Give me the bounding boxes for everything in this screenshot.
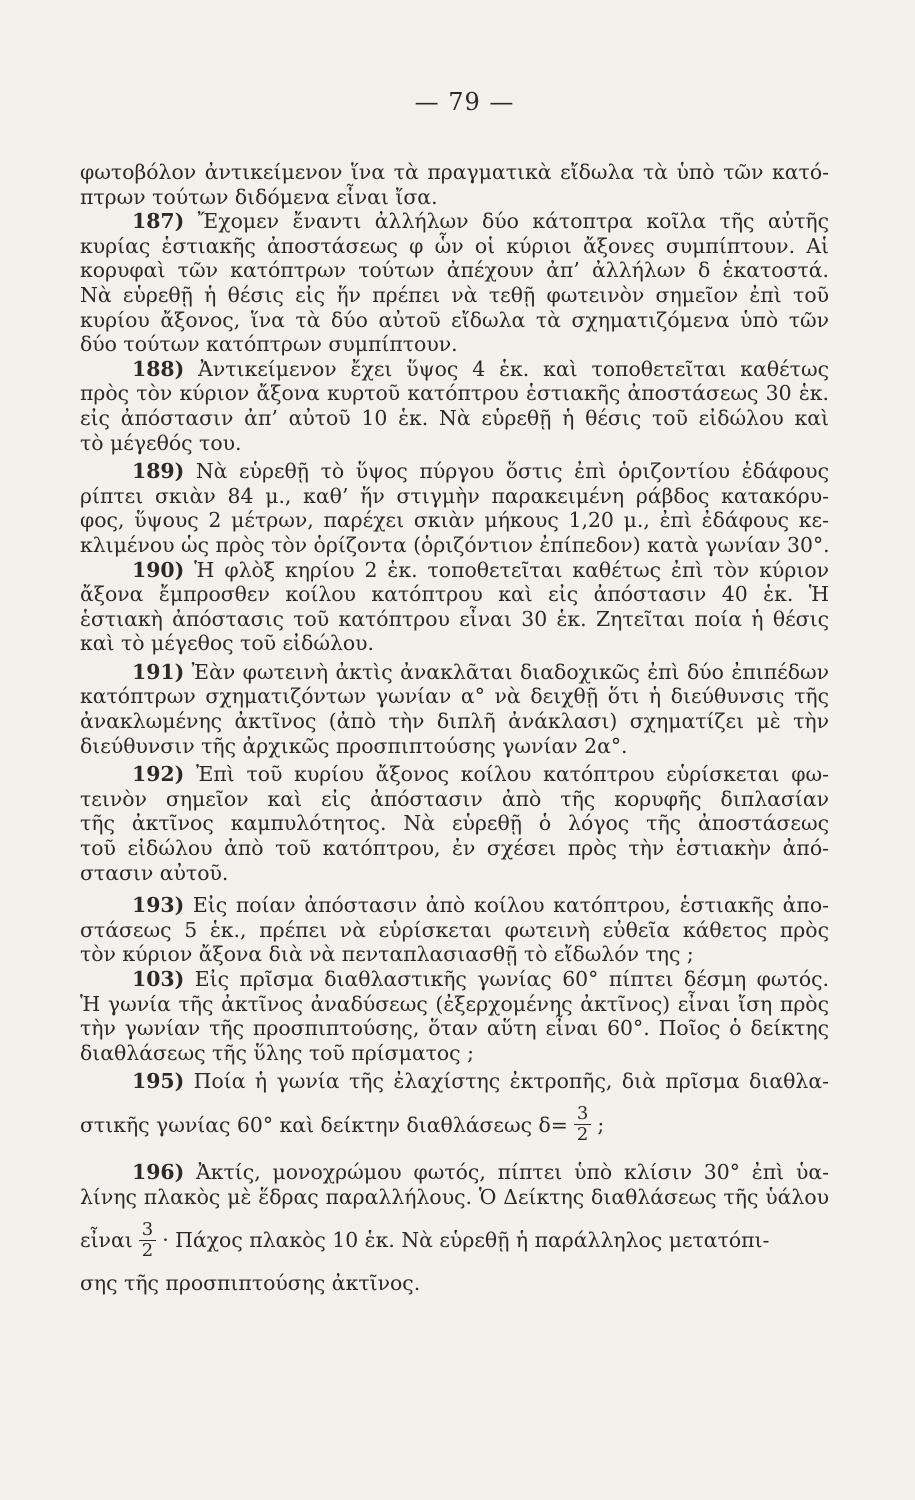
exercise-189: 189) Νὰ εὑρεθῇ τὸ ὕψος πύργου ὅστις ἐπὶ ὁριζοντίου ἐδάφους: [132, 459, 829, 484]
text-line: καὶ τὸ μέγεθος τοῦ εἰδώλου.: [80, 631, 375, 656]
text-line: στάσεως 5 ἑκ., πρέπει νὰ εὑρίσκεται φωτεινὴ εὐθεῖα κάθετος πρὸς: [80, 917, 829, 942]
text-line: τοῦ εἰδώλου ἀπὸ τοῦ κατόπτρου, ἐν σχέσει πρὸς τὴν ἑστιακὴν ἀπό-: [80, 836, 829, 861]
exercise-number: 196): [132, 1159, 185, 1184]
text-line: εἰς ἀπόστασιν ἀπ’ αὐτοῦ 10 ἑκ. Νὰ εὑρεθῇ ἡ θέσις τοῦ εἰδώλου καὶ: [80, 405, 829, 430]
text-line: σης τῆς προσπιπτούσης ἀκτῖνος.: [80, 1271, 421, 1296]
text-line: ἄξονα ἔμπροσθεν κοίλου κατόπτρου καὶ εἰς ἀπόστασιν 40 ἑκ. Ἡ: [80, 582, 829, 607]
text-line: φωτοβόλον ἀντικείμενον ἵνα τὰ πραγματικὰ εἴδωλα τὰ ὑπὸ τῶν κατό-: [80, 160, 829, 184]
exercise-193: 193) Εἰς ποίαν ἀπόστασιν ἀπὸ κοίλου κατόπτρου, ἑστιακῆς ἀπο-: [132, 893, 829, 918]
fraction: [139, 1220, 156, 1261]
text-line: στασιν αὐτοῦ.: [80, 860, 229, 885]
exercise-187: 187) Ἔχομεν ἔναντι ἀλλήλων δύο κάτοπτρα κοῖλα τῆς αὐτῆς: [132, 209, 829, 234]
text-line: φος, ὕψους 2 μέτρων, παρέχει σκιὰν μήκους 1,20 μ., ἐπὶ ἐδάφους κε-: [80, 508, 829, 533]
exercise-191: 191) Ἐὰν φωτεινὴ ἀκτὶς ἀνακλᾶται διαδοχικῶς ἐπὶ δύο ἐπιπέδων: [132, 659, 829, 684]
text-line: κλιμένου ὡς πρὸς τὸν ὁρίζοντα (ὁριζόντιον ἐπίπεδον) κατὰ γωνίαν 30°.: [80, 532, 830, 557]
exercise-number: 189): [132, 459, 185, 484]
exercise-195: 195) Ποία ἡ γωνία τῆς ἐλαχίστης ἐκτροπῆς, διὰ πρῖσμα διαθλα-: [132, 1069, 829, 1094]
text-segment: εἶναι: [80, 1228, 133, 1253]
exercise-number: 103): [132, 967, 185, 991]
exercise-number: 187): [132, 209, 185, 234]
fraction-numerator: 3: [139, 1220, 156, 1241]
exercise-number: 190): [132, 557, 185, 582]
text-line: πρὸς τὸν κύριον ἄξονα κυρτοῦ κατόπτρου ἑστιακῆς ἀποστάσεως 30 ἑκ.: [80, 381, 829, 406]
text-line: ἑστιακὴ ἀπόστασις τοῦ κατόπτρου εἶναι 30 ἑκ. Ζητεῖται ποία ἡ θέσις: [80, 606, 829, 631]
text-line: ρίπτει σκιὰν 84 μ., καθ’ ἥν στιγμὴν παρακειμένη ράβδος κατακόρυ-: [80, 483, 829, 508]
formula-line: [80, 1094, 829, 1156]
fraction: [574, 1104, 591, 1145]
fraction-numerator: 3: [574, 1104, 591, 1125]
exercise-number: 195): [132, 1069, 185, 1094]
exercise-192: 192) Ἐπὶ τοῦ κυρίου ἄξονος κοίλου κατόπτρου εὑρίσκεται φω-: [132, 762, 829, 787]
exercise-190: 190) Ἡ φλὸξ κηρίου 2 ἑκ. τοποθετεῖται καθέτως ἐπὶ τὸν κύριον: [132, 557, 829, 582]
text-line: Νὰ εὑρεθῇ ἡ θέσις εἰς ἥν πρέπει νὰ τεθῇ φωτεινὸν σημεῖον ἐπὶ τοῦ: [80, 282, 829, 307]
exercise-number: 188): [132, 356, 185, 381]
text-line: κυρίου ἄξονος, ἵνα τὰ δύο αὐτοῦ εἴδωλα τὰ σχηματιζόμενα ὑπὸ τῶν: [80, 307, 829, 332]
text-line: τὸ μέγεθός του.: [80, 430, 242, 455]
text-line: κατόπτρων σχηματιζόντων γωνίαν α° νὰ δειχθῇ ὅτι ἡ διεύθυνσις τῆς: [80, 684, 829, 709]
exercise-number: 193): [132, 893, 185, 918]
exercise-188: 188) Ἀντικείμενον ἔχει ὕψος 4 ἑκ. καὶ τοποθετεῖται καθέτως: [132, 356, 829, 381]
exercise-194: 103) Εἰς πρῖσμα διαθλαστικῆς γωνίας 60° πίπτει δέσμη φωτός.: [132, 967, 829, 991]
text-segment: · Πάχος πλακὸς 10 ἑκ. Νὰ εὑρεθῇ ἡ παράλληλος μετατόπι-: [162, 1228, 770, 1253]
exercise-196: 196) Ἀκτίς, μονοχρώμου φωτός, πίπτει ὑπὸ κλίσιν 30° ἐπὶ ὑα-: [132, 1159, 829, 1184]
text-line: ἀνακλωμένης ἀκτῖνος (ἀπὸ τὴν διπλῆ ἀνάκλασι) σχηματίζει μὲ τὴν: [80, 709, 829, 734]
fraction-denominator: 2: [576, 1124, 589, 1146]
text-line: δύο τούτων κατόπτρων συμπίπτουν.: [80, 332, 458, 357]
text-line: τὴν γωνίαν τῆς προσπιπτούσης, ὅταν αὕτη εἶναι 60°. Ποῖος ὁ δείκτης: [80, 1016, 829, 1041]
text-line: τεινὸν σημεῖον καὶ εἰς ἀπόστασιν ἀπὸ τῆς κορυφῆς διπλασίαν: [80, 786, 829, 811]
fraction-denominator: 2: [141, 1239, 154, 1261]
text-segment: στικῆς γωνίας 60° καὶ δείκτην διαθλάσεως δ=: [80, 1112, 568, 1137]
text-line: Ἡ γωνία τῆς ἀκτῖνος ἀναδύσεως (ἐξερχομένης ἀκτῖνος) εἶναι ἴση πρὸς: [80, 991, 829, 1016]
text-line: πτρων τούτων διδόμενα εἶναι ἴσα.: [80, 184, 438, 209]
text-line: τῆς ἀκτῖνος καμπυλότητος. Νὰ εὑρεθῇ ὁ λόγος τῆς ἀποστάσεως: [80, 811, 829, 836]
formula-line: [80, 1209, 829, 1271]
text-line: κυρίας ἑστιακῆς ἀποστάσεως φ ὧν οἱ κύριοι ἄξονες συμπίπτουν. Αἱ: [80, 233, 829, 258]
exercise-number: 192): [132, 762, 185, 787]
page-number: — 79 —: [414, 88, 515, 116]
text-line: τὸν κύριον ἄξονα διὰ νὰ πενταπλασιασθῇ τὸ εἴδωλόν της ;: [80, 942, 694, 967]
text-line: κορυφαὶ τῶν κατόπτρων τούτων ἀπέχουν ἀπ’ ἀλλήλων δ ἑκατοστά.: [80, 258, 829, 283]
exercise-number: 191): [132, 659, 185, 684]
text-line: διαθλάσεως τῆς ὕλης τοῦ πρίσματος ;: [80, 1040, 474, 1065]
text-line: λίνης πλακὸς μὲ ἕδρας παραλλήλους. Ὁ Δείκτης διαθλάσεως τῆς ὑάλου: [80, 1184, 829, 1209]
text-segment: ;: [597, 1112, 605, 1137]
exercise-text: [80, 160, 829, 1296]
text-line: διεύθυνσιν τῆς ἀρχικῶς προσπιπτούσης γωνίαν 2α°.: [80, 733, 628, 758]
